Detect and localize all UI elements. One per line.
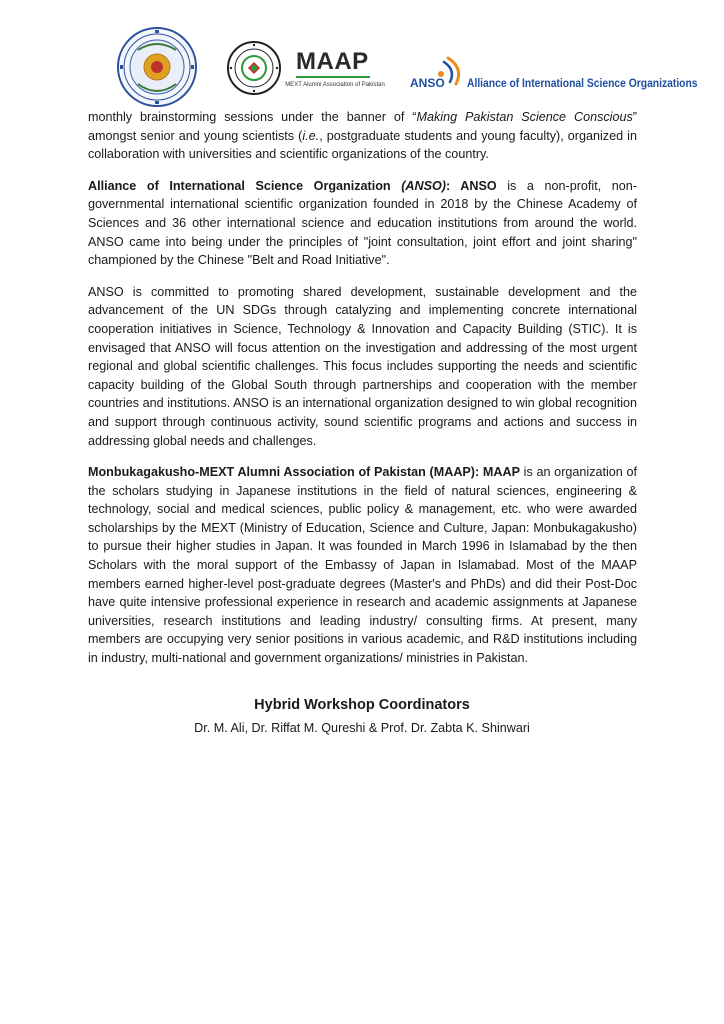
coordinators-names: Dr. M. Ali, Dr. Riffat M. Qureshi & Prof. Dr. Zabta K. Shinwari	[194, 721, 530, 735]
coordinators-title: Hybrid Workshop Coordinators	[254, 697, 470, 713]
anso-mark-text: ANSO	[410, 76, 445, 90]
header-logos	[0, 0, 724, 108]
paragraph-maap: Monbukagakusho-MEXT Alumni Association of Pakistan (MAAP): MAAP is an organization of the scholars studying in Japanese institutions in the field of natural sciences, engineering & technology, social and medical sciences, public policy & management, etc. who were awarded scholarships by the MEXT (Ministry of Education, Science and Culture, Japan: Monbukagakusho) to pursue their higher studies in Japan. It was founded in March 1996 in Islamabad by the then Scholars with the moral support of the Embassy of Japan in Islamabad. Most of the MAAP members earned higher-level post-graduate degrees (Master's and PhDs) and did their Post-Doc have quite intensive professional experience in research and academic assignments at Japanese universities, research institutions and leading industry/ consulting firms. At present, many members are occupying very senior positions in various academic, and R&D institutions including in industry, multi-national and government organizations/ ministries in Pakistan.	[88, 465, 637, 666]
circular-seal-icon	[116, 26, 198, 108]
paragraph-anso-mission: ANSO is committed to promoting shared development, sustainable development and the advancement of the UN SDGs through catalyzing and implementing concrete international cooperation initiatives in Science, Technology & Innovation and Capacity Building (STIC). It is envisaged that ANSO will focus attention on the investigation and addressing of the most urgent regional and global scientific challenges. This focus includes supporting the needs and scientific capacity building of the Global South through partnerships and cooperation with the member countries and institutions. ANSO is an international organization designed to win global recognition and support through continuous activity, sound scientific programs and actions and success in addressing global needs and challenges.	[88, 284, 637, 448]
maap-underline	[296, 76, 370, 78]
maap-logo	[280, 48, 390, 98]
paragraph-anso: Alliance of International Science Organization (ANSO): ANSO is a non-profit, non-governmental international scientific organization founded in 2018 by the Chinese Academy of Sciences and 36 other international science and education institutions from around the world. ANSO came into being under the principles of "joint consultation, joint effort and joint sharing" championed by the Chinese "Belt and Road Initiative".	[88, 178, 637, 268]
maap-wordmark: MAAP	[296, 48, 369, 75]
anso-logo-icon	[408, 54, 468, 92]
paragraph-intro-continued: monthly brainstorming sessions under the banner of “Making Pakistan Science Conscious” amongst senior and young scientists (i.e., postgraduate students and young faculty), organized in collaboration with universities and scientific organizations of the country.	[88, 110, 637, 162]
anso-name: Alliance of International Science Organizations	[467, 76, 698, 90]
peace-badge-icon	[226, 40, 282, 96]
body-text	[88, 108, 637, 668]
anso-heading: Alliance of International Science Organization (ANSO): ANSO	[88, 178, 497, 193]
banner-title: Making Pakistan Science Conscious	[416, 110, 633, 124]
maap-subtitle: MEXT Alumni Association of Pakistan	[285, 82, 385, 88]
maap-heading: Monbukagakusho-MEXT Alumni Association of Pakistan (MAAP): MAAP	[88, 465, 520, 480]
